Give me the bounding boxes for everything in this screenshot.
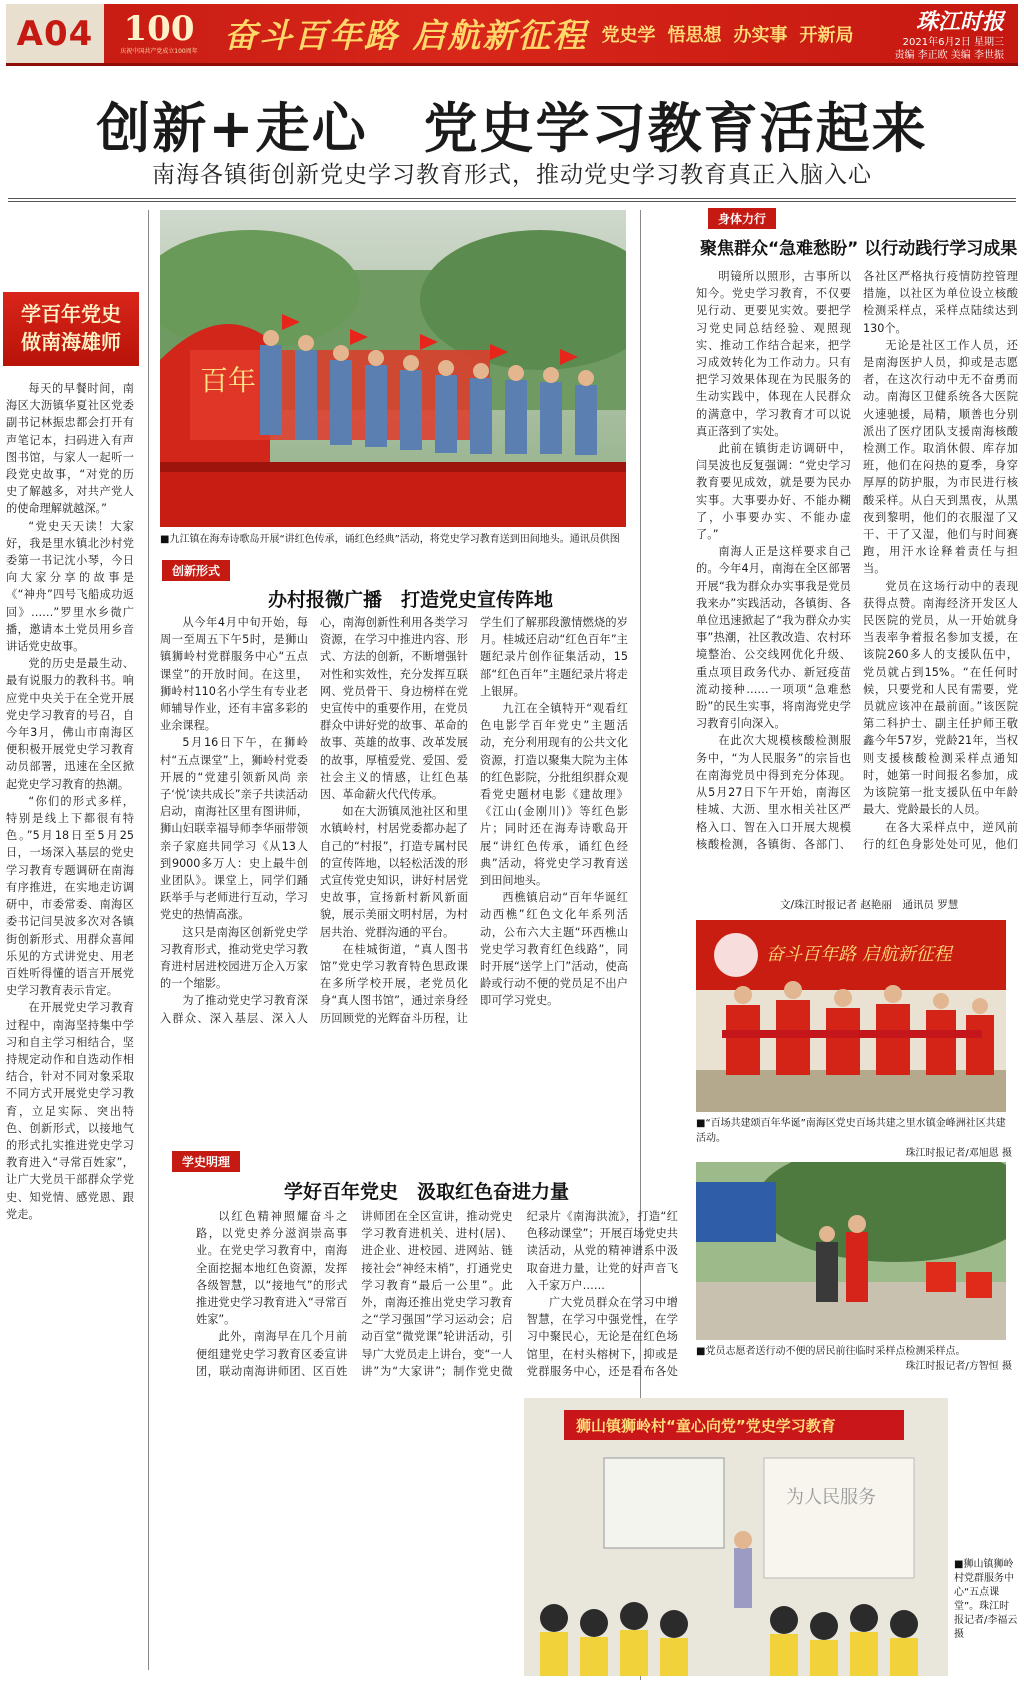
paragraph: 九江在全镇特开“观看红色电影学百年党史”主题活动，充分利用现有的公共文化资源，打造以聚集大院为主体的红色影院，分批组织群众观看党史题材电影《建故理》《江山(金刚川)》等红色影片；同时还在海寿诗歌岛开展“讲红色传承，诵红色经典”活动，将党史学习教育送到田间地头。 xyxy=(480,702,628,888)
board-text: 为人民服务 xyxy=(786,1487,876,1508)
paragraph: 南海人正是这样要求自己的。今年4月，南海在全区部署开展“我为群众办实事我是党员我来办”实践活动，各镇街、各单位迅速掀起了“我为群众办实事”热潮，社区教改造、农村环境整治、公交线网优化升级、重点项目政务代办、新冠疫苗流动接种……一项项“急难愁盼”的民生实事，将南海党史学习教育引向深入。 xyxy=(696,545,851,731)
masthead xyxy=(6,4,1018,66)
paragraph: 党的历史是最生动、最有说服力的教科书。响应党中央关于在全党开展党史学习教育的号召，自今年3月，佛山市南海区便积极开展党史学习教育动员部署，迅速在全区掀起党史学习教育的热潮。 xyxy=(6,657,134,791)
caption-line: ■党员志愿者送行动不便的居民前往临时采样点检测采样点。 xyxy=(696,1346,966,1357)
paragraph: 此前在镇街走访调研中，闫昊波也反复强调：“党史学习教育要见成效，就是要为民办实事。大事要办好、不能办糊了，小事要办实、不能办虚了。” xyxy=(696,442,851,542)
column-rule xyxy=(148,210,149,1670)
section-title: 学好百年党史 汲取红色奋进力量 xyxy=(284,1181,570,1203)
photo-volunteers xyxy=(696,1162,1006,1340)
backdrop-text: 奋斗百年路 启航新征程 xyxy=(766,944,952,965)
paragraph: 明镜所以照形，古事所以知今。党史学习教育，不仅要见行动、更要见实效。要把学习党史同总结经验、观照现实、推动工作结合起来，把学习成效转化为工作动力。只有把学习效果体现在为民服务的生动实践中，体现在人民群众的满意中，学习教育才可以说真正落到了实处。 xyxy=(696,270,851,438)
slogan-tag: 办实事 xyxy=(733,24,788,46)
paragraph: 广大党员群众在学习中增智慧，在学习中强党性，在学习中聚民心，无论是在红色场馆里，在村头榕树下，抑或是党群服务中心，还是看布各处 xyxy=(526,1296,678,1378)
paragraph: 无论是社区工作人员，还是南海医护人员，抑或是志愿者，在这次行动中无不奋勇而动。南海区卫健系统各大医院火速驰援，局精，顺善也分别派出了医疗团队支援南海核酸检测工作。取消休假、库存加班，他们在闷热的夏季，身穿厚厚的防护服，为市民进行核酸采样。从白天到黑夜，从黑夜到黎明，他们的衣服湿了又干、干了又湿，他们与时间赛跑，用汗水诠释着责任与担当。 xyxy=(863,338,1018,576)
banner-text: 狮山镇狮岭村“童心向党”党史学习教育 xyxy=(576,1417,836,1435)
page-number: A04 xyxy=(6,4,104,63)
divider xyxy=(8,201,1016,202)
paper-info xyxy=(894,4,1018,63)
column-banner xyxy=(3,292,139,366)
paragraph: 为了推动党史学习教育深入群众、深入基层、深入人心，南海创新性利用各类学习资源，在学习中推进内容、形式、方法的创新，不断增强针对性和实效性，充分发挥互联网、党员骨干、身边榜样在党史宣传中的重要作用，在党员群众中讲好党的故事、革命的故事、英雄的故事、改革发展的故事，厚植爱党、爱国、爱社会主义的情感，让红色基因、革命薪火代代传承。 xyxy=(160,616,468,1025)
logo-number: 100 xyxy=(123,9,195,49)
photo-ceremony xyxy=(696,920,1006,1112)
slogan-tags xyxy=(588,4,854,63)
caption-line: ■“百场共建颂百年华诞”南海区党史百场共建之里水镇金峰洲社区共建活动。 xyxy=(696,1118,1006,1144)
divider xyxy=(8,198,1016,199)
paragraph: 党员在这场行动中的表现获得点赞。南海经济开发区人民医院的党员，从一开始就身当表率争着报名参加支援，在该院260多人的支援队伍中，党员就占到15%。“在任何时候，只要党和人民有需要，党员就应该冲在最前面。”该医院第二科护士、副主任护师王敬鑫今年57岁，党龄21年，当权则支援核酸检测采样点通知时，她第一时间报名参加，成为该院第一批支援队伍中年龄最大、党龄最长的人员。 xyxy=(863,579,1018,817)
paragraph: 5月16日下午，在狮岭村“五点课堂”上，狮岭村党委开展的“党建引领新风尚 亲子‘悦’读共成长”亲子共读活动启动，南海社区里有图讲师，狮山妇联幸福导师李华丽带领亲子家庭共同学习《从13人到9000多万人：史上最牛创业团队》。课堂上，同学们踊跃举手与老师进行互动，学习党史的热情高涨。 xyxy=(160,736,308,922)
page-subheadline: 南海各镇街创新党史学习教育形式，推动党史学习教育真正入脑入心 xyxy=(152,162,872,188)
stage-photo-graphic xyxy=(160,210,626,527)
issue-date: 2021年6月2日 星期三 xyxy=(902,37,1004,48)
section-body xyxy=(196,1208,678,1393)
volunteers-photo-graphic xyxy=(696,1162,1006,1340)
masthead-slogan: 奋斗百年路 启航新征程 xyxy=(224,16,588,55)
photo-caption xyxy=(696,1344,1012,1374)
paragraph: 以红色精神照耀奋斗之路，以党史养分滋润崇高事业。在党史学习教育中，南海全面挖掘本地红色资源，发挥各级智慧，以“接地气”的形式推进党史学习教育进入“寻常百姓家”。 xyxy=(196,1210,348,1327)
paragraph: 如在大沥镇凤池社区和里水镇岭村，村居党委都办起了自己的“村报”，打造专属村民的宣传阵地，以轻松活泼的形式宣传党史知识，讲好村居党史故事，宣扬新村新风新面貌，展示美丽文明村居，为村居共治、党群沟通的平台。 xyxy=(320,805,468,939)
section-body xyxy=(160,614,628,1044)
paragraph: “党史天天读！大家好，我是里水镇北沙村党委第一书记沈小琴，今日向大家分享的故事是《“神舟”四号飞船成功返回》……”罗里水乡微广播，邀请本土党员用乡音讲话党史故事。 xyxy=(6,519,134,654)
banner-line: 做南海雄师 xyxy=(21,330,121,354)
section-tag: 学史明理 xyxy=(172,1151,240,1172)
paragraph: 在各大采样点中，逆风前行的红色身影处处可见，他们 xyxy=(863,820,1018,851)
slogan-tag: 开新局 xyxy=(799,24,854,46)
photo-classroom xyxy=(524,1398,948,1676)
paragraph: 在开展党史学习教育过程中，南海坚持集中学习和自主学习相结合，坚持规定动作和自选动作相结合，针对不同对象采取不同方式开展党史学习教育，立足实际、突出特色、创新形式，以接地气的形式扎实推进党史学习教育进入“寻常百姓家”，让广大党员干部群众学党史、知党情、感党恩、跟党走。 xyxy=(6,1001,134,1221)
paragraph: 此外，南海早在几个月前便组建党史学习教育区委宣讲团，联动南海讲师团、区百姓讲师团在全区宣讲，推动党史学习教育进机关、进村(居)、进企业、进校园、进网站、链接社会“神经末梢”，打通党史学习教育“最后一公里”。此外，南海还推出党史学习教育之“学习强国”学习运动会；启动百堂“微党课”轮讲活动，引导广大党员走上讲台，变“一人讲”为“大家讲”；制作党史微纪录片《南海洪流》，打造“红色移动课堂”；开展百场党史共读活动，从党的精神谱系中汲取奋进力量，让党的好声音飞入千家万户…… xyxy=(196,1210,678,1378)
classroom-photo-graphic xyxy=(524,1398,948,1676)
paragraph: 西樵镇启动“百年华诞红动西樵”红色文化年系列活动，公布六大主题“环西樵山党史学习教育红色线路”，同时开展“送学上门”活动，使高龄或行动不便的党员足不出户即可学习党史。 xyxy=(480,891,628,1008)
byline: 文/珠江时报记者 赵艳丽 通讯员 罗慧 xyxy=(780,899,959,911)
caption-credit: 珠江时报记者/方智恒 摄 xyxy=(905,1361,1012,1372)
slogan-tag: 党史学 xyxy=(601,24,656,46)
photo-caption: ■狮山镇狮岭村党群服务中心“五点课堂”。珠江时报记者/李福云 摄 xyxy=(954,1559,1018,1640)
slogan-tag: 悟思想 xyxy=(667,24,722,46)
page-headline: 创新+走心 党史学习教育活起来 xyxy=(96,97,928,160)
section-tag: 创新形式 xyxy=(162,560,230,581)
caption-credit: 珠江时报记者/邓旭恩 摄 xyxy=(905,1148,1012,1159)
photo-caption: ■九江镇在海寿诗歌岛开展“讲红色传承，诵红色经典”活动，将党史学习教育送到田间地头。通讯员供图 xyxy=(160,534,620,545)
photo-stage-performance xyxy=(160,210,626,527)
paragraph: 每天的早餐时间，南海区大沥镇华夏社区党委副书记林振忠都会打开有声笔记本，扫码进入有声图书馆，与家人一起听一段党史故事，“对党的历史了解越多，对共产党人的使命理解就越深。” xyxy=(6,382,134,516)
paragraph: 在桂城街道，“真人图书馆”党史学习教育特色思政课在多所学校开展，老党员化身“真人图书馆”，通过亲身经历回顾党的光辉奋斗历程，让学生们了解那段激情燃烧的岁月。桂城还启动“红色百年”主题纪录片创作征集活动，15部“红色百年”主题纪录片将走上银屏。 xyxy=(320,616,628,1025)
section-title: 办村报微广播 打造党史宣传阵地 xyxy=(268,589,554,611)
editors-line: 责编 李正欧 美编 李世振 xyxy=(894,50,1004,61)
photo-caption xyxy=(696,1116,1012,1161)
paragraph: 在此次大规模核酸检测服务中，“为人民服务”的宗旨也在南海党员中得到充分体现。从5月27日下午开始，南海区桂城、大沥、里水相关社区严格入口、智在入口开展大规模核酸检测，各镇街、各部门、各社区严格执行疫情防控管理措施，以社区为单位设立核酸检测采样点，采样点陆续达到130个。 xyxy=(696,270,1018,851)
paragraph: 从今年4月中旬开始，每周一至周五下午5时，是狮山镇狮岭村党群服务中心“五点课堂”的开放时间。在这里，狮岭村110名小学生有专业老师辅导作业，还有丰富多彩的业余课程。 xyxy=(160,616,308,733)
section-title: 聚焦群众“急难愁盼” 以行动践行学习成果 xyxy=(700,239,1018,259)
section-tag: 身体力行 xyxy=(708,208,776,229)
centenary-logo xyxy=(104,4,214,63)
paragraph: “你们的形式多样，特别是线上下都很有特色。”5月18日至5月25日，一场深入基层的党史学习教育专题调研在南海有序推进，在实地走访调研中，市委常委、南海区委书记闫昊波多次对各镇街创新形式、用群众喜闻乐见的方式讲党史、用老百姓听得懂的语言开展党史学习教育表示肯定。 xyxy=(6,794,134,998)
ceremony-photo-graphic xyxy=(696,920,1006,1112)
banner-line: 学百年党史 xyxy=(21,302,121,326)
logo-subtitle: 庆祝中国共产党成立100周年 xyxy=(120,48,198,55)
lead-article-column xyxy=(6,380,134,1660)
backdrop-text: 百年 xyxy=(200,364,257,397)
section-body xyxy=(696,268,1018,868)
paragraph: 这只是南海区创新党史学习教育形式，推动党史学习教育进村居进校园进万企入万家的一个缩影。 xyxy=(160,925,308,991)
paper-name: 珠江时报 xyxy=(915,9,1004,35)
